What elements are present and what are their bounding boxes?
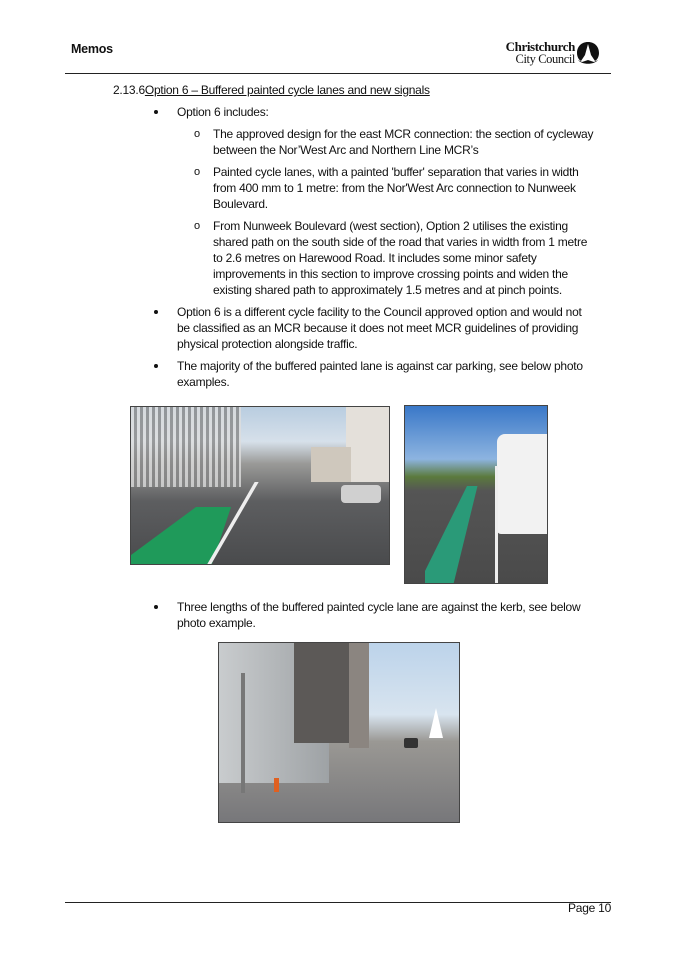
sub-bullet-icon: o bbox=[194, 128, 201, 140]
header-rule bbox=[65, 73, 611, 74]
footer-rule bbox=[65, 902, 611, 903]
bullet-text-line: to 2.6 metres on Harewood Road. It includes some minor safety bbox=[213, 251, 537, 265]
bullet-icon bbox=[154, 364, 158, 368]
bullet-text-line: existing shared path to approximately 1.5 metres and at pinch points. bbox=[213, 283, 562, 297]
bullet-text-line: Boulevard. bbox=[213, 197, 268, 211]
bullet-text-line: between the Nor’West Arc and Northern Line MCR’s bbox=[213, 143, 479, 157]
sub-bullet-icon: o bbox=[194, 166, 201, 178]
photo-van-parking bbox=[404, 405, 548, 584]
page-number: Page 10 bbox=[568, 901, 611, 915]
bullet-text-line: be classified as an MCR because it does not meet MCR guidelines of providing bbox=[177, 321, 579, 335]
bullet-text-line: Three lengths of the buffered painted cycle lane are against the kerb, see below bbox=[177, 600, 581, 614]
bullet-text-line: Painted cycle lanes, with a painted 'buffer' separation that varies in width bbox=[213, 165, 579, 179]
bullet-text-line: The majority of the buffered painted lane is against car parking, see below photo bbox=[177, 359, 583, 373]
bullet-text-line: physical protection alongside traffic. bbox=[177, 337, 358, 351]
bullet-text-line: Option 6 is a different cycle facility to the Council approved option and would not bbox=[177, 305, 582, 319]
council-logo-icon bbox=[576, 41, 600, 66]
section-number: 2.13.6 bbox=[113, 83, 145, 97]
bullet-text-line: shared path on the south side of the road that varies in width from 1 metre bbox=[213, 235, 588, 249]
bullet-icon bbox=[154, 310, 158, 314]
bullet-icon bbox=[154, 605, 158, 609]
bullet-text-line: photo example. bbox=[177, 616, 256, 630]
logo-line1: Christchurch bbox=[505, 39, 575, 54]
council-logo bbox=[497, 41, 575, 65]
bullet-text-line: examples. bbox=[177, 375, 230, 389]
header-title: Memos bbox=[71, 42, 113, 56]
section-title: Option 6 – Buffered painted cycle lanes and new signals bbox=[144, 83, 430, 97]
bullet-text-line: Option 6 includes: bbox=[177, 105, 269, 119]
bullet-text-line: improvements in this section to improve crossing points and widen the bbox=[213, 267, 568, 281]
photo-kerb-lane bbox=[218, 642, 460, 823]
bullet-text-line: From Nunweek Boulevard (west section), Option 2 utilises the existing bbox=[213, 219, 568, 233]
sub-bullet-icon: o bbox=[194, 220, 201, 232]
bullet-icon bbox=[154, 110, 158, 114]
logo-line2: City Council bbox=[515, 52, 575, 66]
bullet-text-line: from 400 mm to 1 metre: from the Nor'West Arc connection to Nunweek bbox=[213, 181, 576, 195]
section-heading bbox=[113, 82, 430, 98]
photo-stadium-street bbox=[130, 406, 390, 565]
bullet-text-line: The approved design for the east MCR connection: the section of cycleway bbox=[213, 127, 594, 141]
